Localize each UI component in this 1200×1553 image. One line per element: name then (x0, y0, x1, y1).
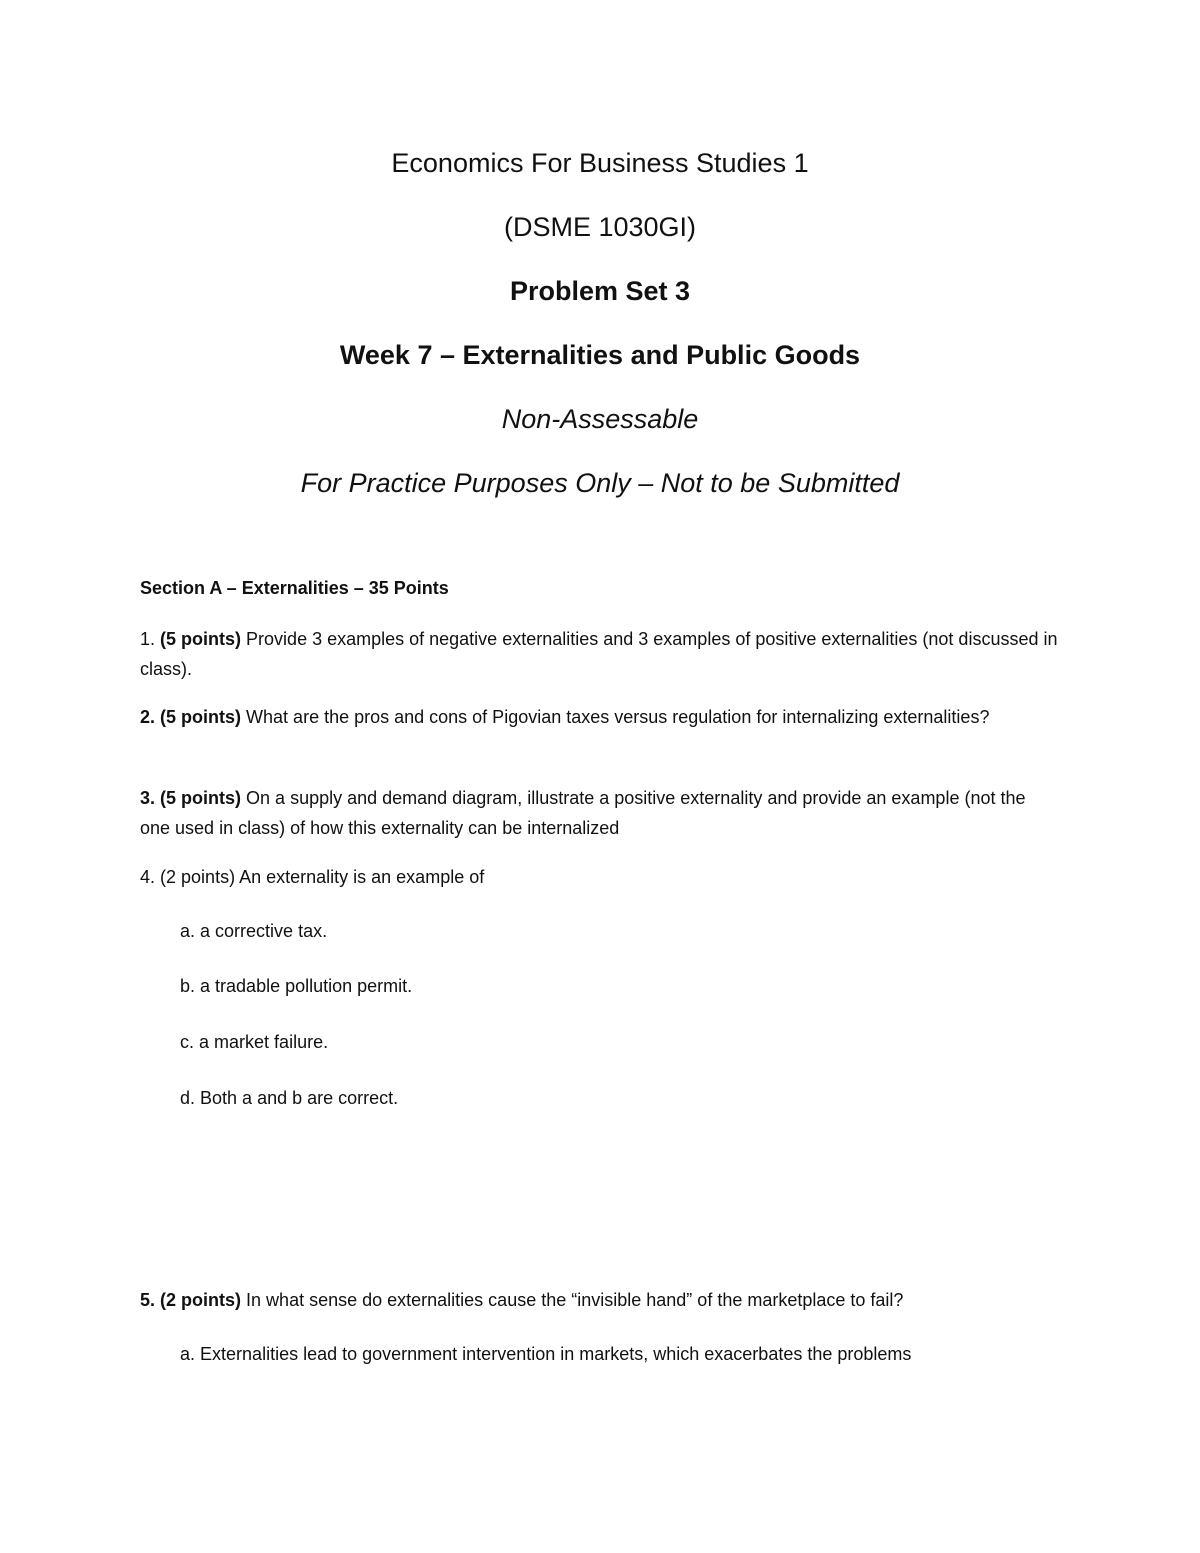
question-points: (5 points) (160, 629, 242, 649)
option-d (180, 1083, 1060, 1113)
question-4 (140, 862, 1060, 892)
question-text: What are the pros and cons of Pigovian taxes versus regulation for internalizing externalities? (246, 707, 990, 727)
question-number: 5. (140, 1290, 156, 1310)
question-number: 4. (140, 867, 156, 887)
question-points: (2 points) (160, 1290, 242, 1310)
option-letter: c. (180, 1032, 195, 1052)
option-text: a tradable pollution permit. (200, 976, 413, 996)
option-text: Both a and b are correct. (200, 1088, 399, 1108)
option-text: a corrective tax. (200, 921, 328, 941)
week-title: Week 7 – Externalities and Public Goods (339, 340, 861, 370)
option-b (180, 971, 1060, 1001)
option-letter: a. (180, 1344, 196, 1364)
question-3 (140, 783, 1060, 843)
option-text: a market failure. (199, 1032, 329, 1052)
question-2 (140, 702, 1060, 732)
question-text: In what sense do externalities cause the “invisible hand” of the marketplace to fail? (246, 1290, 904, 1310)
question-text: Provide 3 examples of negative externalities and 3 examples of positive externalities (not discussed in class). (140, 629, 1058, 679)
course-title: Economics For Business Studies 1 (391, 148, 809, 178)
section-heading: Section A – Externalities – 35 Points (140, 578, 449, 598)
option-letter: a. (180, 921, 196, 941)
option-letter: d. (180, 1088, 196, 1108)
option-text: Externalities lead to government intervention in markets, which exacerbates the problems (200, 1344, 912, 1364)
question-points: (2 points) (160, 867, 236, 887)
question-points: (5 points) (160, 788, 242, 808)
question-points: (5 points) (160, 707, 242, 727)
question-number: 1. (140, 629, 156, 649)
question-text: On a supply and demand diagram, illustrate a positive externality and provide an example (not the one used in class) of how this externality can be internalized (140, 788, 1026, 838)
option-a (180, 916, 1060, 946)
question-number: 3. (140, 788, 156, 808)
problem-set-title: Problem Set 3 (509, 276, 691, 306)
option-c (180, 1027, 1060, 1057)
question-5 (140, 1285, 1060, 1315)
question-text: An externality is an example of (239, 867, 485, 887)
course-code: (DSME 1030GI) (503, 212, 697, 242)
question-number: 2. (140, 707, 156, 727)
option-letter: b. (180, 976, 196, 996)
practice-note: For Practice Purposes Only – Not to be Submitted (300, 468, 900, 498)
question-1 (140, 624, 1060, 684)
assessment-note: Non-Assessable (501, 404, 699, 434)
option-a (180, 1339, 1060, 1369)
